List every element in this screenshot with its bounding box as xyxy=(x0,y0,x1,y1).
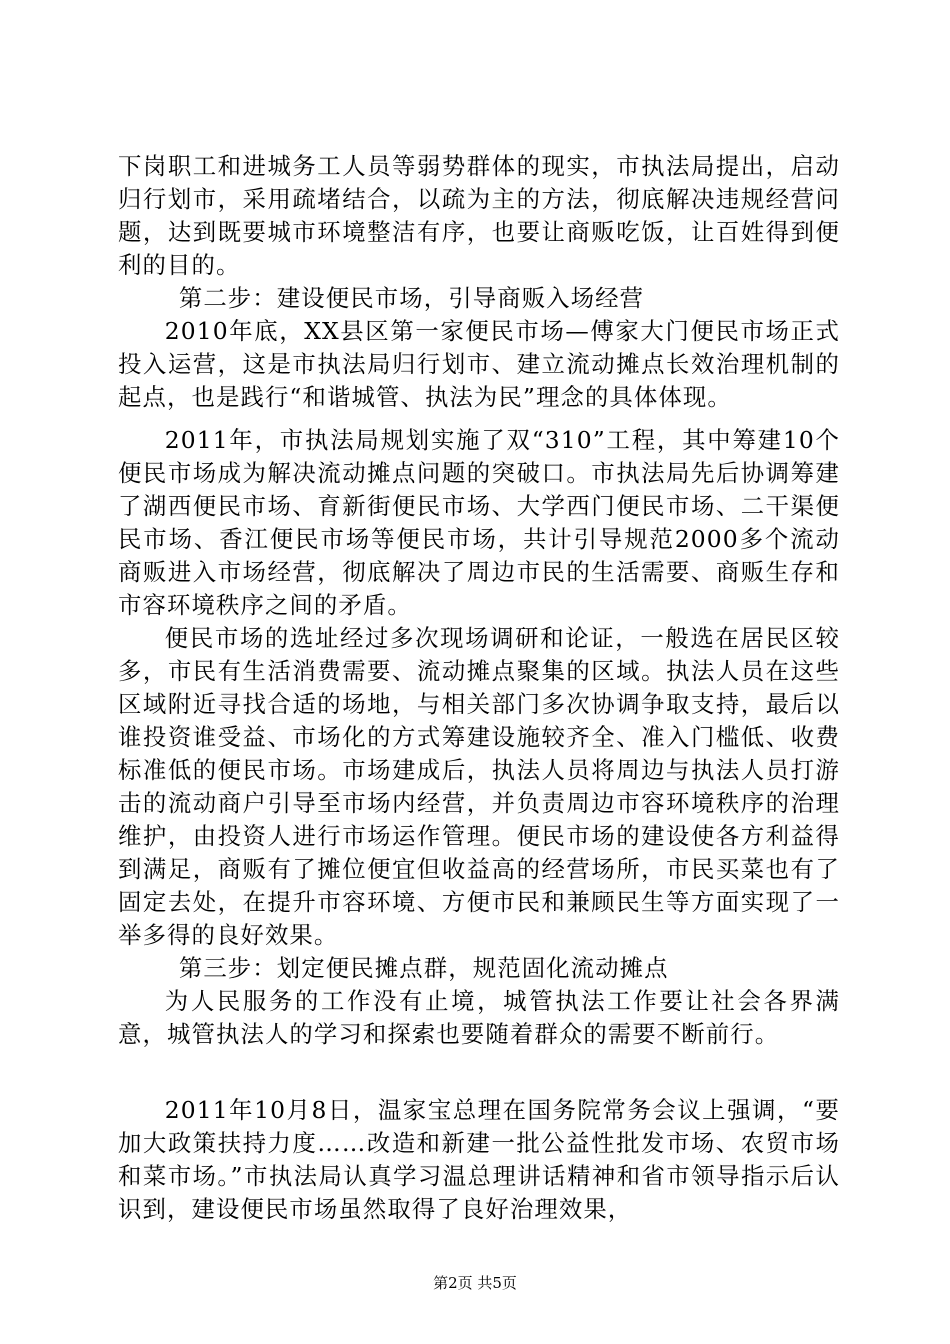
page-number-footer: 第2页 共5页 xyxy=(433,1274,517,1292)
document-body xyxy=(118,150,840,1226)
paragraph-gap xyxy=(118,414,840,424)
paragraph: 便民市场的选址经过多次现场调研和论证，一般选在居民区较多，市民有生活消费需要、流动摊点聚集的区域。执法人员在这些区域附近寻找合适的场地，与相关部门多次协调争取支持，最后以谁投资谁受益、市场化的方式筹建设施较齐全、准入门槛低、收费标准低的便民市场。市场建成后，执法人员将周边与执法人员打游击的流动商户引导至市场内经营，并负责周边市容环境秩序的治理维护，由投资人进行市场运作管理。便民市场的建设使各方利益得到满足，商贩有了摊位便宜但收益高的经营场所，市民买菜也有了固定去处，在提升市容环境、方便市民和兼顾民生等方面实现了一举多得的良好效果。 xyxy=(118,624,840,949)
paragraph: 2011年10月8日，温家宝总理在国务院常务会议上强调，“要加大政策扶持力度……改造和新建一批公益性批发市场、农贸市场和菜市场。”市执法局认真学习温总理讲话精神和省市领导指示后认识到，建设便民市场虽然取得了良好治理效果， xyxy=(118,1096,840,1223)
section-heading-step-two: 第二步：建设便民市场，引导商贩入场经营 xyxy=(178,284,645,312)
paragraph-gap xyxy=(118,1084,840,1094)
paragraph-continued: 下岗职工和进城务工人员等弱势群体的现实，市执法局提出，启动归行划市，采用疏堵结合，以疏为主的方法，彻底解决违规经营问题，达到既要城市环境整洁有序，也要让商贩吃饭，让百姓得到便利的目的。 xyxy=(118,152,840,279)
section-heading-step-three: 第三步：划定便民摊点群，规范固化流动摊点 xyxy=(178,954,669,982)
blank-line xyxy=(118,1051,840,1084)
paragraph: 2011年，市执法局规划实施了双“310”工程，其中筹建10个便民市场成为解决流动摊点问题的突破口。市执法局先后协调筹建了湖西便民市场、育新街便民市场、大学西门便民市场、二干渠便民市场、香江便民市场等便民市场，共计引导规范2000多个流动商贩进入市场经营，彻底解决了周边市民的生活需要、商贩生存和市容环境秩序之间的矛盾。 xyxy=(118,426,840,619)
paragraph: 2010年底，XX县区第一家便民市场—傅家大门便民市场正式投入运营，这是市执法局归行划市、建立流动摊点长效治理机制的起点，也是践行“和谐城管、执法为民”理念的具体体现。 xyxy=(118,317,840,411)
paragraph: 为人民服务的工作没有止境，城管执法工作要让社会各界满意，城管执法人的学习和探索也要随着群众的需要不断前行。 xyxy=(118,987,840,1048)
